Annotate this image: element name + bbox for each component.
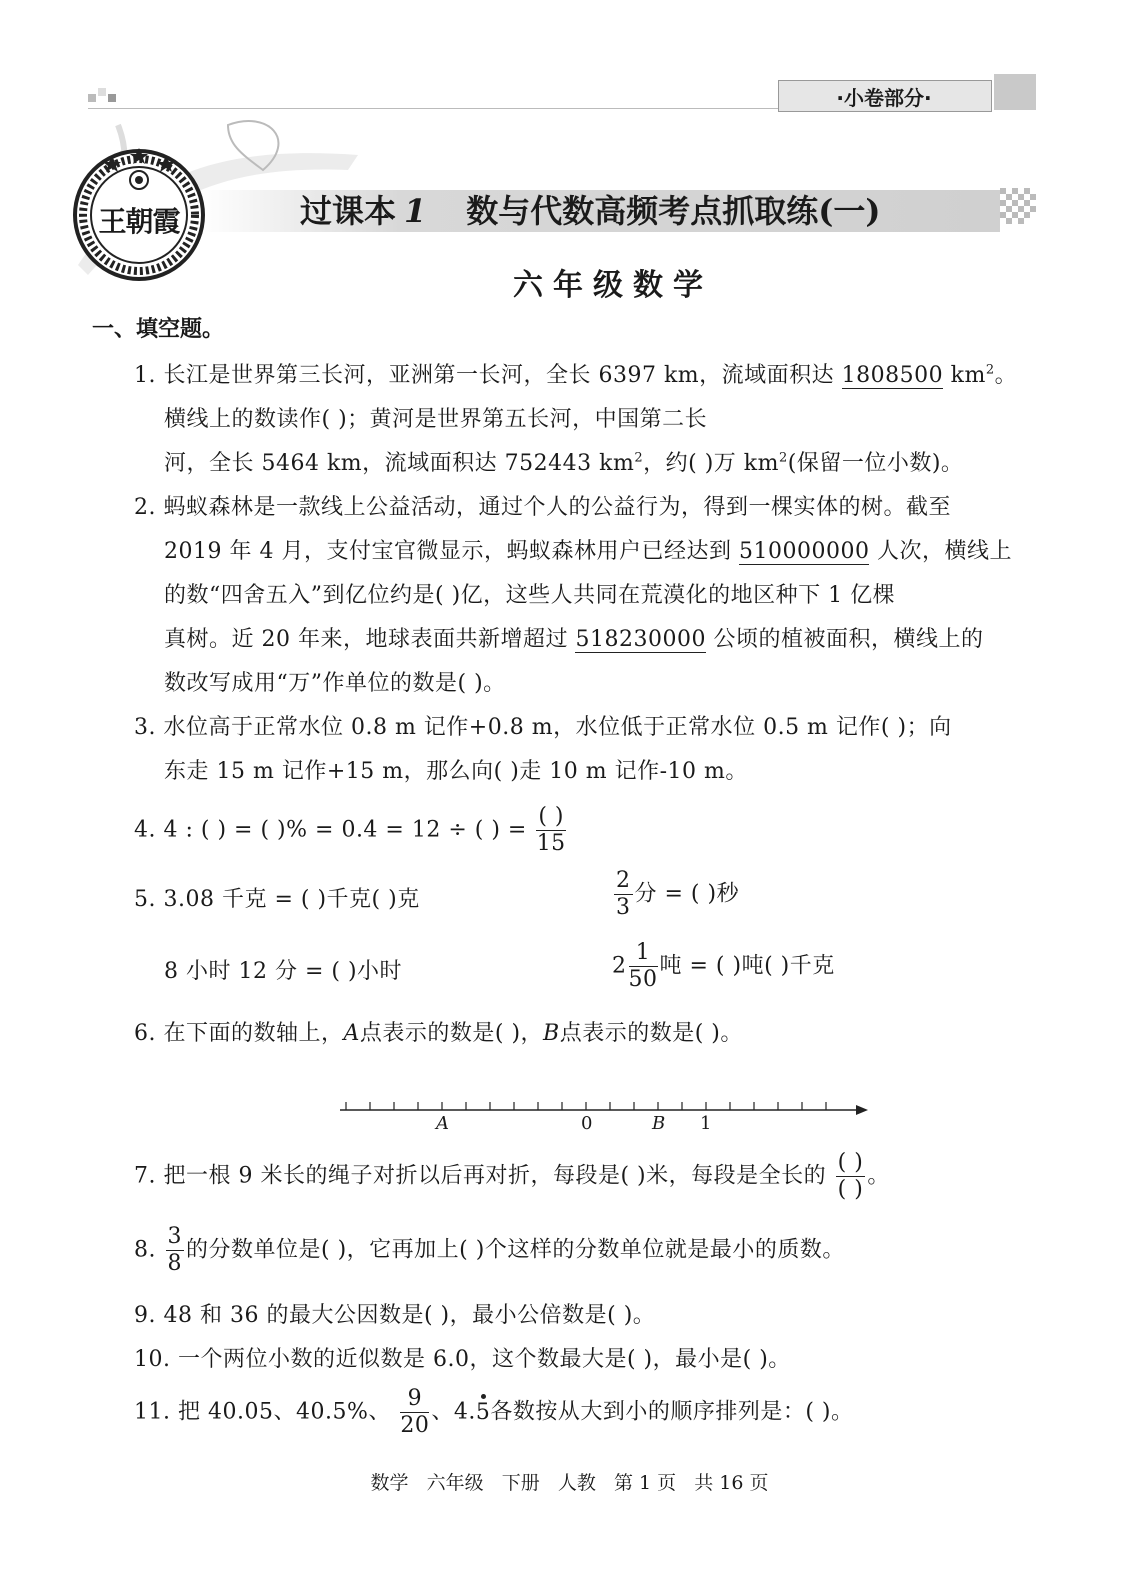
header-rule <box>88 108 778 109</box>
q1-line3: 河，全长 5464 km，流域面积达 752443 $km^2$，约( )万 $km^2$(保留一位小数)。 <box>164 450 964 476</box>
number-line <box>340 1096 870 1136</box>
q2-underlined-number-2: 518230000 <box>575 627 706 652</box>
q5-line1b: $\frac{2}{3}$ 分 = ( )秒 <box>616 868 740 920</box>
section-heading: 一、填空题。 <box>92 317 225 342</box>
q2-line2: 2019 年 4 月，支付宝官微显示，蚂蚁森林用户已经达到 510000000 人次，横线上 <box>164 539 1012 564</box>
number-line-axis <box>340 1096 870 1116</box>
q3-line2: 东走 15 m 记作+15 m，那么向( )走 10 m 记作-10 m。 <box>164 759 748 784</box>
title-prefix: 过课本 <box>300 192 397 230</box>
q4-fraction: $\frac{( )}{15}$ <box>536 804 566 856</box>
q5-line1a: 5. 3.08 千克 = ( )千克( )克 <box>134 887 420 912</box>
q6-line: 6. 在下面的数轴上，A点表示的数是( )，B点表示的数是( )。 <box>134 1021 743 1046</box>
q7-fraction: $\frac{( )}{( )}$ <box>837 1150 864 1202</box>
q5-mixed-fraction-tons: $\frac{1}{50}$ <box>628 940 658 992</box>
q5-fraction-minutes: $\frac{2}{3}$ <box>616 868 631 920</box>
page-subtitle: 六年级数学 <box>513 268 713 303</box>
page-footer: 数学 六年级 下册 人教 第 1 页 共 16 页 <box>370 1472 769 1494</box>
corner-squares-decoration <box>88 88 124 108</box>
q2-line1: 2. 蚂蚁森林是一款线上公益活动，通过个人的公益行为，得到一棵实体的树。截至 <box>134 495 951 520</box>
header-tag-label: ·小卷部分· <box>836 86 932 110</box>
title-main: 数与代数高频考点抓取练(一) <box>466 192 881 230</box>
q2-line5: 数改写成用“万”作单位的数是( )。 <box>164 671 506 696</box>
q4-line: 4. 4 : ( ) = ( )% = 0.4 = 12 ÷ ( ) = $\frac{( )}{15}$ <box>134 804 566 856</box>
q8-fraction: $\frac{3}{8}$ <box>167 1224 182 1276</box>
logo-text: 王朝霞 <box>98 205 180 238</box>
q11-repeating-digit: 5 <box>476 1400 491 1425</box>
number-line-label-zero: 0 <box>581 1113 593 1134</box>
q11-fraction: $\frac{9}{20}$ <box>400 1386 430 1438</box>
header-tag-grey-block <box>994 74 1036 110</box>
number-line-label-b: B <box>652 1113 666 1134</box>
number-line-label-a: A <box>436 1113 449 1134</box>
q2-underlined-number-1: 510000000 <box>738 539 870 564</box>
page-title <box>300 190 881 232</box>
q2-line3: 的数“四舍五入”到亿位约是( )亿，这些人共同在荒漠化的地区种下 1 亿棵 <box>164 583 896 608</box>
title-number: 1 <box>404 192 427 230</box>
repeating-dot <box>481 1394 486 1399</box>
q2-line4: 真树。近 20 年来，地球表面共新增超过 518230000 公顷的植被面积，横线上的 <box>164 627 984 652</box>
q1-line2: 横线上的数读作( )；黄河是世界第五长河，中国第二长 <box>164 407 708 432</box>
q11-line: 11. 把 40.05、40.5%、 $\frac{9}{20}$ 、4.5 各数按从大到小的顺序排列是：( )。 <box>134 1386 854 1438</box>
q9-line: 9. 48 和 36 的最大公因数是( )，最小公倍数是( )。 <box>134 1303 656 1328</box>
q5-line2a: 8 小时 12 分 = ( )小时 <box>164 959 403 984</box>
q7-line: 7. 把一根 9 米长的绳子对折以后再对折，每段是( )米，每段是全长的 $\frac{( )}{( )}$ 。 <box>134 1150 890 1202</box>
number-line-arrow <box>856 1105 868 1115</box>
checker-decoration <box>1000 188 1040 232</box>
q8-line: 8. $\frac{3}{8}$ 的分数单位是( )，它再加上( )个这样的分数单位就是最小的质数。 <box>134 1224 845 1276</box>
q1-underlined-number: 1808500 <box>841 363 944 388</box>
publisher-logo <box>72 148 206 282</box>
q3-line1: 3. 水位高于正常水位 0.8 m 记作+0.8 m，水位低于正常水位 0.5 m 记作( )；向 <box>134 715 952 740</box>
q5-line2b: 2 $\frac{1}{50}$ 吨 = ( )吨( )千克 <box>612 940 835 992</box>
q1-line1: 1. 长江是世界第三长河，亚洲第一长河，全长 6397 km，流域面积达 1808500 $km^2$。 <box>134 362 1018 388</box>
number-line-label-one: 1 <box>700 1113 712 1134</box>
q10-line: 10. 一个两位小数的近似数是 6.0，这个数最大是( )，最小是( )。 <box>134 1347 791 1372</box>
